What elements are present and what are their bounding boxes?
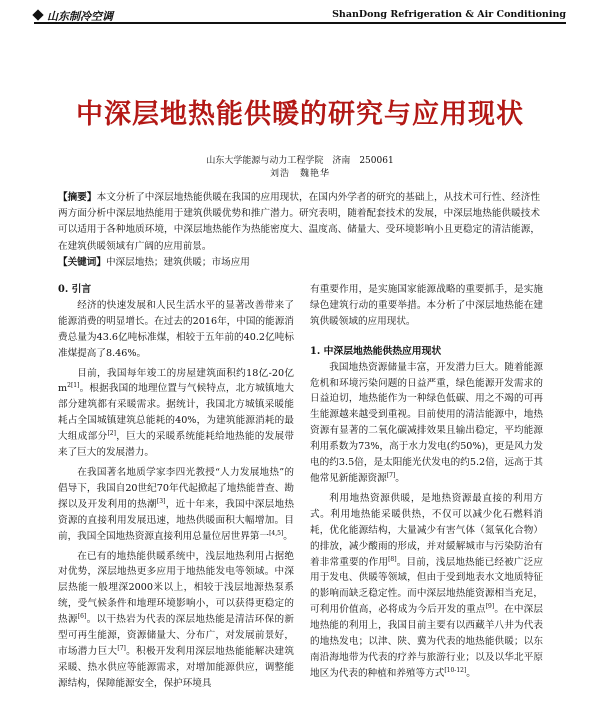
paragraph: 在我国著名地质学家李四光教授“人力发展地热”的倡导下，我国自20世纪70年代起掀起了地热能普查、勘探以及开发利用的热潮[3]，近十年来，我国中深层地热资源的直接利用发展迅速，地热供暖面积大幅增加。目前，我国全国地热资源直接利用总量位居世界第一[4,5]。 <box>58 466 295 542</box>
paragraph-text: 在我国著名地质学家李四光教授“人力发展地热”的倡导下，我国自20世纪70年代起掀起了地热能普查、勘探以及开发利用的热潮 <box>58 466 294 510</box>
paragraph-text: 在已有的地热能供暖系统中，浅层地热利用占据绝对优势，深层地热更多应用于地热能发电等领域。中深层热能一般埋深2000米以上，相较于浅层地源热泵系统，受气候条件和地理环境影响小，可以获得更稳定的热源 <box>58 550 294 626</box>
abstract-text: 本文分析了中深层地热能供暖在我国的应用现状，在国内外学者的研究的基础上，从技术可行性、经济性两方面分析中深层地热能用于建筑供暖优势和推广潜力。研究表明，随着配套技术的发展，中深层地热能供暖技术可以适用于各种地质环境，中深层地热能作为热能密度大、温度高、储量大、受环境影响小且更稳定的清洁能源，在建筑供暖领域有广阔的应用前景。 <box>58 192 541 252</box>
citation: [6] <box>77 613 87 621</box>
abstract-label: 【摘要】 <box>58 192 97 203</box>
citation: [3] <box>156 497 166 505</box>
diamond-icon <box>32 9 43 20</box>
citation: [8] <box>388 555 397 563</box>
paragraph-text: 。积极开发利用深层地热能能解决建筑采暖、热水供应等能源需求，对增加能源供应，调整能源结构，保障能源安全，保护环境具 <box>58 645 295 689</box>
left-column <box>58 282 294 692</box>
paragraph: 有重要作用，是实施国家能源战略的重要抓手，是实施绿色建筑行动的重要举措。本分析了中深层地热能在建筑供暖领域的应用现状。 <box>310 284 543 327</box>
right-column <box>310 282 543 682</box>
citation: [7] <box>117 644 126 652</box>
paragraph: 利用地热资源供暖，是地热资源最直接的利用方式。利用地热能采暖供热，不仅可以减少化石燃料消耗，优化能源结构，大量减少有害气体（氮氧化合物）的排放，减少酸雨的形成，并对緩解城市与污染防治有着非常重要的作用[8]。目前，浅层地热能已经被广泛应用于发电、供暖等领域，但由于受到地表水文地质特征的影响而缺乏稳定性。而中深层地热能资源相当充足，可利用价值高，必将成为今后开发的重点[9]。在中深层地热能的利用上，我国目前主要有以西藏羊八井为代表的地热发电；以津、陕、冀为代表的地热能供暖；以东南沿海地带为代表的疗养与旅游行业；以及以华北平原地区为代表的种植和养殖等方式[10-12]。 <box>310 492 544 679</box>
paragraph: 我国地热资源储量丰富，开发潜力巨大。随着能源危机和环境污染问题的日益严重，绿色能源开发需求的日益迫切，地热能作为一种绿色低碳、用之不竭的可再生能源越来越受到重视。目前使用的清洁能源中，地热资源有显著的二氧化碳减排效果且输出稳定，平均能源利用系数为73%，高于水力发电(约50%)，更是风力发电的约3.5倍，是太阳能光伏发电的约5.2倍，远高于其他常见新能源资源[7]。 <box>310 361 543 484</box>
journal-name-left <box>34 8 113 24</box>
abstract <box>58 190 540 255</box>
paper-title: 中深层地热能供暖的研究与应用现状 <box>76 99 524 130</box>
citation: [9] <box>485 603 495 611</box>
paragraph-text: 。目前，浅层地热能已经被广泛应用于发电、供暖等领域，但由于受到地表水文地质特征的影响而缺乏稳定性。而中深层地热能资源相当充足，可利用价值高，必将成为今后开发的重点 <box>310 556 544 616</box>
paragraph-text: 经济的快速发展和人民生活水平的显著改善带来了能源消费的明显增长。在过去的2016年，中国的能源消费总量为43.6亿吨标准煤，相较于五年前的40.2亿吨标准煤提高了8.46%。 <box>58 299 294 359</box>
paragraph-text: ，近十年来，我国中深层地热资源的直接利用发展迅速，地热供暖面积大幅增加。目前，我国全国地热资源直接利用总量位居世界第一 <box>58 498 295 542</box>
running-header <box>34 8 566 24</box>
citation: [2] <box>107 430 116 438</box>
citation: [10-12] <box>444 666 467 674</box>
section-1-heading: 1. 中深层地热能供热应用现状 <box>310 345 442 357</box>
journal-name-right: ShanDong Refrigeration & Air Conditioning <box>332 9 566 20</box>
keywords <box>58 254 540 268</box>
citation: [4,5] <box>269 529 284 537</box>
paragraph-text: 我国地热资源储量丰富，开发潜力巨大。随着能源危机和环境污染问题的日益严重，绿色能源开发需求的日益迫切，地热能作为一种绿色低碳、用之不竭的可再生能源越来越受到重视。目前使用的清洁能源中，地热资源有显著的二氧化碳减排效果且输出稳定，平均能源利用系数为73%，高于水力发电(约50%)，更是风力发电的约3.5倍，是太阳能光伏发电的约5.2倍，远高于其他常见新能源资源 <box>310 361 543 484</box>
authors: 刘浩 魏艳华 <box>269 169 330 179</box>
paragraph-text: 。以干热岩为代表的深层地热能是清洁环保的新型可再生能源，资源储量大、分布广，对发展前景好，市场潜力巨大 <box>58 614 295 657</box>
paragraph <box>58 549 294 692</box>
paragraph: 目前，我国每年竣工的房屋建筑面积约18亿-20亿$m^{2[1]}$。根据我国的地理位置与气候特点，北方城镇地大部分建筑都有采暖需求。据统计，我国北方城镇采暖能耗占全国城镇建筑总能耗的40%，为建筑能源消耗的最大组成部分[2]，巨大的采暖系统能耗给地热能的发展带来了巨大的发展潜力。 <box>58 367 295 459</box>
paragraph-text: 。在中深层地热能的利用上，我国目前主要有以西藏羊八井为代表的地热发电；以津、陕、冀为代表的地热能供暖；以东南沿海地带为代表的疗养与旅游行业；以及以华北平原地区为代表的种植和养殖等方式 <box>310 604 544 679</box>
keywords-label: 【关键词】 <box>58 257 106 268</box>
affiliation: 山东大学能源与动力工程学院 济南 250061 <box>206 156 394 166</box>
paragraph <box>58 298 294 362</box>
paragraph-text: 目前，我国每年竣工的房屋建筑面积约18亿-20亿m <box>58 367 294 395</box>
paragraph-text: 利用地热资源供暖，是地热资源最直接的利用方式。利用地热能采暖供热，不仅可以减少化石燃料消耗，优化能源结构，大量减少有害气体（氮氧化合物）的排放，减少酸雨的形成，并对緩解城市与污染防治有着非常重要的作用 <box>310 492 543 568</box>
keywords-text: 中深层地热；建筑供暖；市场应用 <box>105 257 250 268</box>
paragraph-text: ，巨大的采暖系统能耗给地热能的发展带来了巨大的发展潜力。 <box>58 431 295 459</box>
citation: [1] <box>70 382 80 390</box>
citation: [7] <box>386 471 396 479</box>
journal-name-text: 山东制冷空调 <box>47 10 113 23</box>
paragraph-text: 。根据我国的地理位置与气候特点，北方城镇地大部分建筑都有采暖需求。据统计，我国北方城镇采暖能耗占全国城镇建筑总能耗的40%，为建筑能源消耗的最大组成部分 <box>58 383 294 443</box>
section-0-heading: 0. 引言 <box>58 284 92 295</box>
